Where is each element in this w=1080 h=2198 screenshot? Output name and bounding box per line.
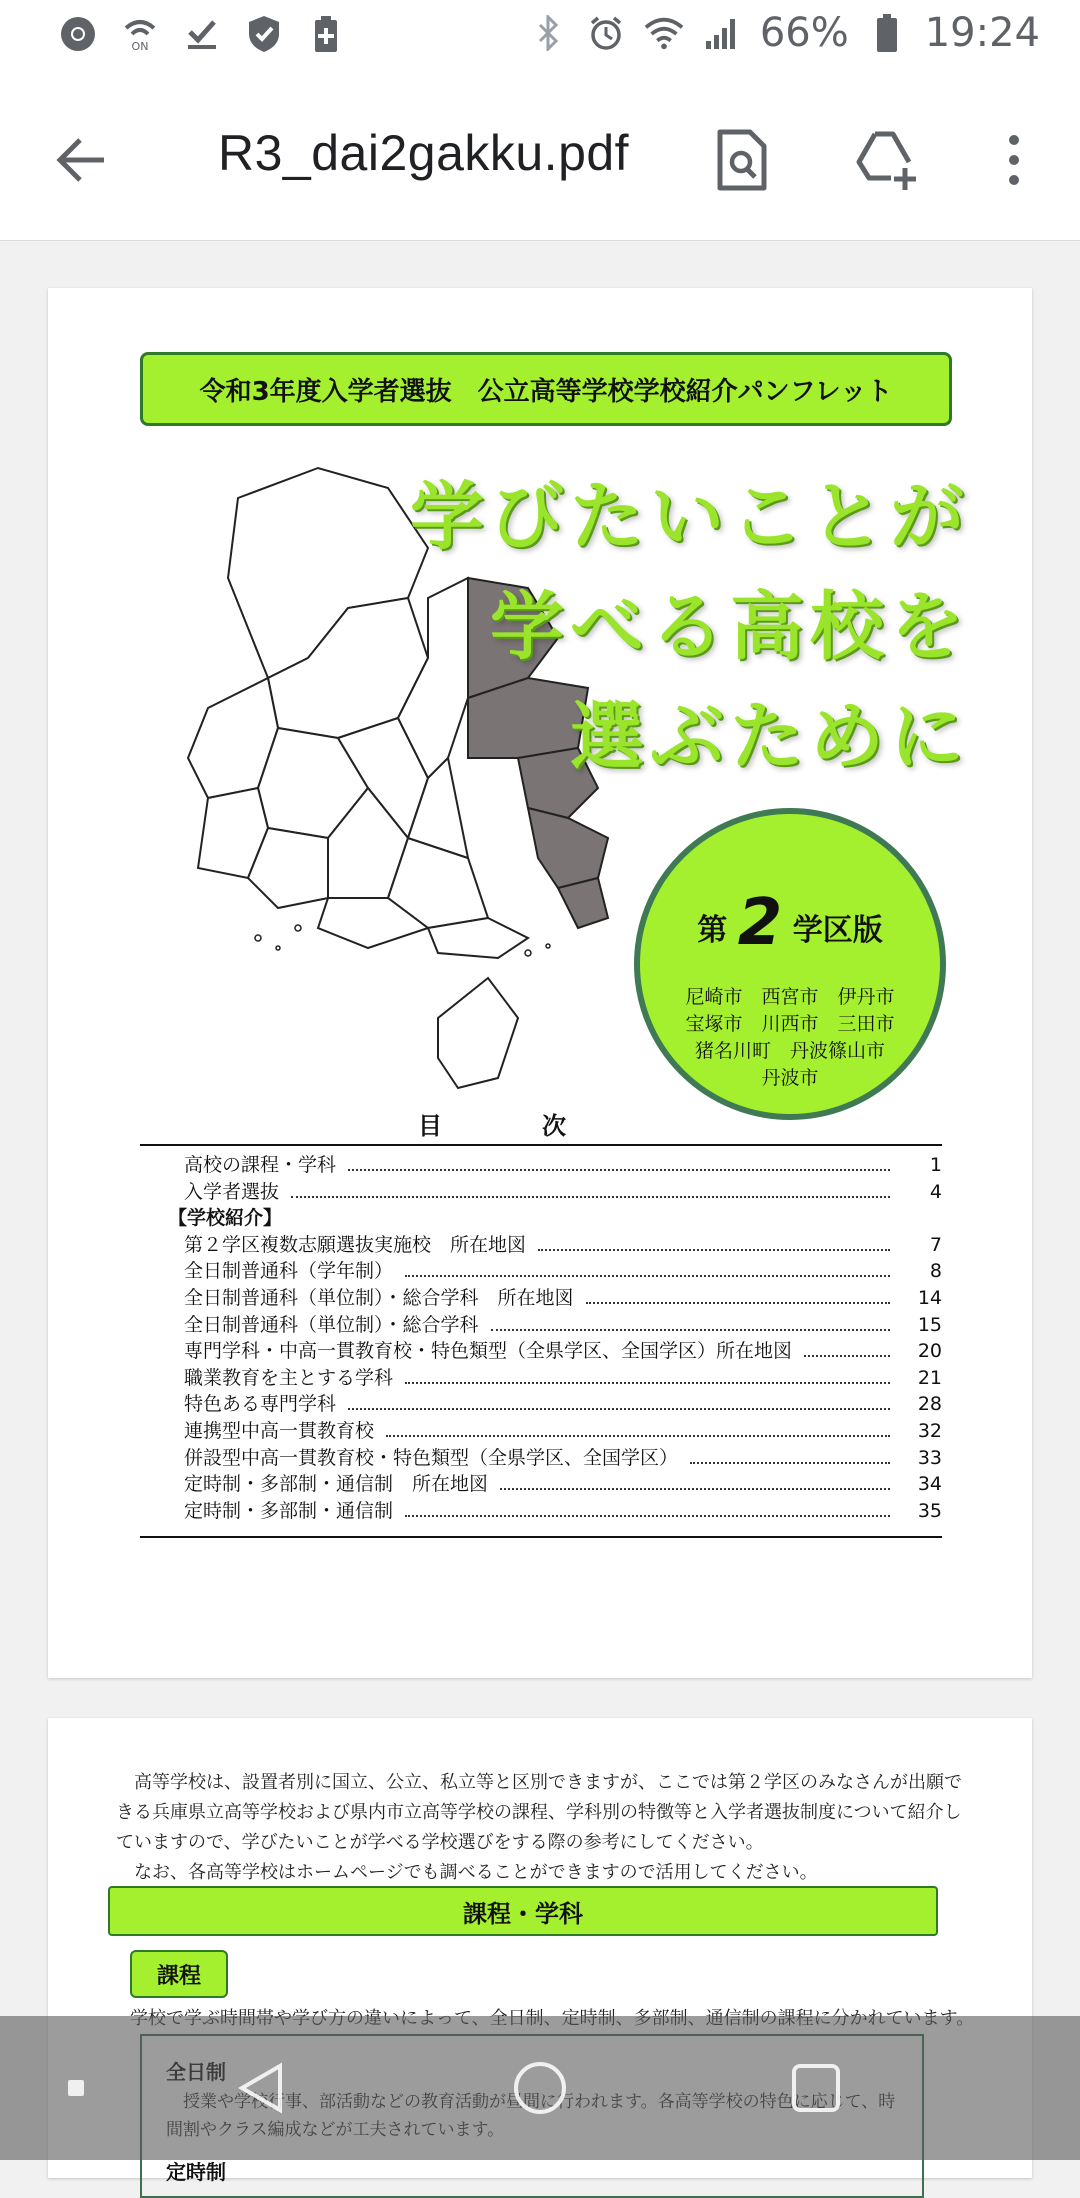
toc-page-number: 15	[917, 1313, 942, 1336]
wifi-calling-icon	[120, 14, 160, 54]
toc-leader-dots	[405, 1503, 890, 1517]
district-prefix: 第	[697, 913, 728, 948]
district-badge	[634, 808, 946, 1120]
city-line: 猪名川町 丹波篠山市	[694, 1040, 885, 1062]
toc-row[interactable]	[140, 1389, 942, 1416]
toc-row[interactable]	[140, 1256, 942, 1283]
toc-row[interactable]	[140, 1177, 942, 1204]
toc-label: 全日制普通科（単位制）・総合学科	[184, 1313, 479, 1336]
toc-page-number: 7	[929, 1233, 942, 1256]
toc-label: 連携型中高一貫教育校	[184, 1419, 375, 1442]
svg-text:ON: ON	[131, 40, 149, 53]
toc-leader-dots	[491, 1317, 890, 1331]
toc-label: 全日制普通科（単位制）・総合学科 所在地図	[184, 1286, 574, 1309]
toc-label: 併設型中高一貫教育校・特色類型（全県学区、全国学区）	[184, 1446, 679, 1469]
toc-page-number: 14	[917, 1286, 942, 1309]
back-triangle-icon[interactable]	[226, 2052, 298, 2124]
toc-leader-dots	[386, 1423, 890, 1437]
section-heading: 課程・学科	[108, 1886, 938, 1936]
chrome-icon	[58, 14, 98, 54]
toc-leader-dots	[586, 1290, 890, 1304]
toc-label: 特色ある専門学科	[184, 1393, 337, 1416]
alarm-icon	[586, 13, 626, 53]
city-line: 宝塚市 川西市 三田市	[685, 1013, 895, 1035]
toc-row[interactable]	[140, 1336, 942, 1363]
shield-icon	[244, 14, 284, 54]
course-parttime-title: 定時制	[166, 2160, 226, 2184]
toc-page-number: 35	[917, 1499, 942, 1522]
toc-label: 【学校紹介】	[168, 1207, 283, 1230]
toc-row[interactable]	[140, 1230, 942, 1257]
toc-page-number: 20	[917, 1340, 942, 1363]
battery-plus-icon	[306, 14, 346, 54]
city-line: 尼崎市 西宮市 伊丹市	[685, 986, 895, 1008]
toc-row[interactable]	[140, 1443, 942, 1470]
toc-page-number: 28	[917, 1393, 942, 1416]
district-title	[640, 886, 940, 960]
toc-leader-dots	[405, 1370, 890, 1384]
toc-label: 定時制・多部制・通信制	[184, 1499, 394, 1522]
district-number: 2	[737, 886, 783, 960]
toc-top-rule	[140, 1144, 942, 1146]
download-done-icon	[182, 14, 222, 54]
toc-row[interactable]	[140, 1469, 942, 1496]
toc-row[interactable]	[140, 1416, 942, 1443]
toc-label: 全日制普通科（学年制）	[184, 1260, 394, 1283]
find-in-page-icon[interactable]	[706, 124, 778, 196]
toc-leader-dots	[538, 1237, 890, 1251]
toc-label: 入学者選抜	[184, 1180, 280, 1203]
toc-leader-dots	[804, 1343, 890, 1357]
battery-percent: 66%	[759, 10, 849, 56]
document-title: R3_dai2gakku.pdf	[218, 125, 630, 181]
status-right-icons	[528, 10, 1040, 56]
toc-page-number: 32	[917, 1419, 942, 1442]
battery-icon	[867, 13, 907, 53]
toc-row[interactable]	[140, 1283, 942, 1310]
toc-label: 職業教育を主とする学科	[184, 1366, 394, 1389]
more-vert-icon[interactable]	[978, 124, 1050, 196]
toc-row[interactable]	[140, 1363, 942, 1390]
toc-page-number: 34	[917, 1473, 942, 1496]
toc-leader-dots	[405, 1263, 890, 1277]
recents-icon[interactable]	[780, 2052, 852, 2124]
toc-label: 高校の課程・学科	[184, 1154, 337, 1176]
city-line: 丹波市	[761, 1067, 819, 1089]
subsection-tag: 課程	[130, 1950, 228, 1998]
app-bar	[0, 72, 1080, 241]
toc-bottom-rule	[140, 1536, 942, 1538]
toc-label: 第２学区複数志願選抜実施校 所在地図	[184, 1233, 527, 1256]
intro-text-2: なお、各高等学校はホームページでも調べることができますので活用してください。	[116, 1862, 818, 1883]
intro-paragraph	[116, 1768, 966, 1888]
toc-leader-dots	[348, 1157, 890, 1171]
table-of-contents	[140, 1150, 942, 1522]
home-icon[interactable]	[504, 2052, 576, 2124]
system-nav-bar	[0, 2016, 1080, 2160]
intro-text: 高等学校は、設置者別に国立、公立、私立等と区別できますが、ここでは第２学区のみなさんが出願できる兵庫県立高等学校および県内市立高等学校の課程、学科別の特徴等と入学者選抜制度について紹介していますので、学びたいことが学べる学校選びをする際の参考にしてください。	[116, 1772, 962, 1853]
toc-leader-dots	[690, 1450, 890, 1464]
status-bar	[0, 0, 1080, 72]
toc-page-number: 8	[929, 1260, 942, 1283]
toc-page-number: 4	[929, 1180, 942, 1203]
clock: 19:24	[924, 10, 1040, 56]
toc-page-number: 1	[929, 1154, 942, 1176]
pdf-page-1[interactable]	[48, 288, 1032, 1678]
bluetooth-icon	[528, 13, 568, 53]
toc-leader-dots	[348, 1396, 890, 1410]
toc-leader-dots	[500, 1476, 890, 1490]
district-suffix: 学区版	[792, 913, 883, 948]
toc-title: 目次	[418, 1112, 666, 1140]
toc-leader-dots	[291, 1184, 890, 1198]
toc-label: 専門学科・中高一貫教育校・特色類型（全県学区、全国学区）所在地図	[184, 1340, 793, 1363]
signal-icon	[702, 13, 742, 53]
toc-row[interactable]	[140, 1150, 942, 1177]
toc-page-number: 21	[917, 1366, 942, 1389]
status-left-icons	[58, 14, 346, 54]
district-cities	[640, 984, 940, 1092]
wifi-icon	[644, 13, 684, 53]
toc-page-number: 33	[917, 1446, 942, 1469]
back-arrow-icon[interactable]	[52, 130, 112, 190]
headline-line-1: 学びたいことが	[410, 474, 970, 560]
headline-line-2: 学べる高校を	[490, 584, 970, 670]
toc-label: 定時制・多部制・通信制 所在地図	[184, 1473, 489, 1496]
toc-row[interactable]	[140, 1310, 942, 1337]
toc-row[interactable]	[140, 1496, 942, 1523]
keyboard-dot-icon[interactable]	[40, 2052, 112, 2124]
add-to-drive-icon[interactable]	[852, 124, 924, 196]
pamphlet-banner: 令和3年度入学者選抜 公立高等学校学校紹介パンフレット	[140, 352, 952, 426]
toc-row[interactable]	[140, 1203, 942, 1230]
headline-line-3: 選ぶために	[570, 694, 970, 780]
